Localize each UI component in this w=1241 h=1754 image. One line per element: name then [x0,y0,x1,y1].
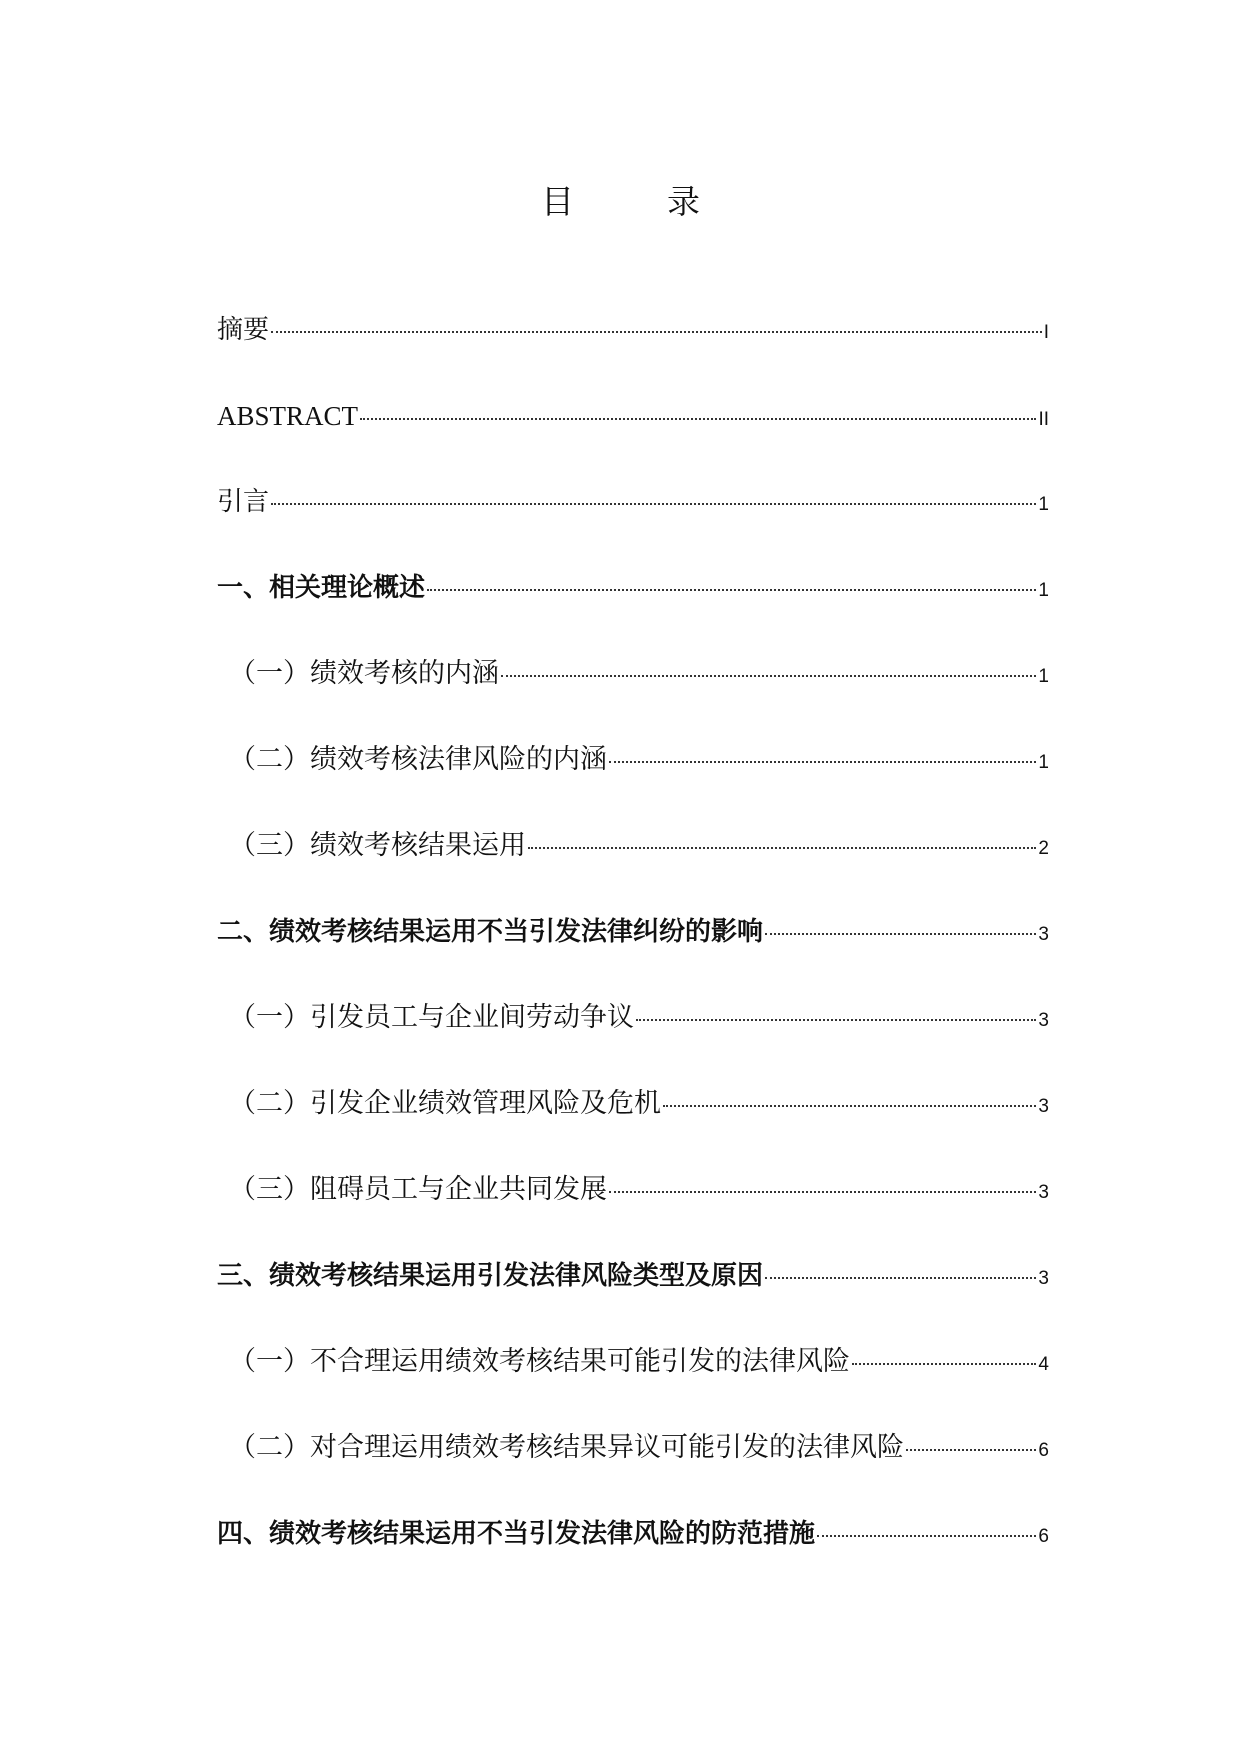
dot-leader [609,761,1036,763]
dot-leader [360,418,1036,420]
toc-entry-section-2-2[interactable] [217,1086,1049,1172]
toc-entry-label: （二）引发企业绩效管理风险及危机 [229,1088,661,1119]
toc-entry-label: 引言 [217,487,270,517]
toc-page-number: 3 [1038,924,1049,945]
toc-entry-label: （三）绩效考核结果运用 [229,830,526,861]
toc-page-number: 3 [1038,1268,1049,1289]
toc-page-number: 1 [1038,494,1049,515]
dot-leader [817,1535,1036,1537]
dot-leader [427,589,1036,591]
toc-entry-section-1-2[interactable] [217,742,1049,828]
toc-entry-label: 二、绩效考核结果运用不当引发法律纠纷的影响 [217,917,764,947]
toc-entry-abstract-en[interactable] [217,398,1049,484]
toc-page-number: 2 [1038,838,1049,859]
toc-entry-label: 三、绩效考核结果运用引发法律风险类型及原因 [217,1261,764,1291]
toc-page-number: I [1043,322,1049,343]
toc-entry-chapter-3[interactable] [217,1258,1049,1344]
dot-leader [906,1449,1036,1451]
page-title: 目 录 [541,182,730,222]
dot-leader [852,1363,1036,1365]
dot-leader [528,847,1036,849]
toc-entry-label: 四、绩效考核结果运用不当引发法律风险的防范措施 [217,1519,816,1549]
toc-entry-section-1-3[interactable] [217,828,1049,914]
toc-page-number: 6 [1038,1526,1049,1547]
toc-entry-section-3-1[interactable] [217,1344,1049,1430]
dot-leader [271,331,1042,333]
toc-entry-chapter-4[interactable] [217,1516,1049,1602]
toc-entry-label: 一、相关理论概述 [217,573,426,603]
toc-page-number: II [1038,409,1049,430]
toc-page-number: 4 [1038,1354,1049,1375]
dot-leader [636,1019,1036,1021]
dot-leader [765,933,1036,935]
toc-entry-section-1-1[interactable] [217,656,1049,742]
toc-entry-section-2-1[interactable] [217,1000,1049,1086]
toc-page-number: 3 [1038,1010,1049,1031]
toc-page-number: 3 [1038,1182,1049,1203]
dot-leader [501,675,1036,677]
toc-page-number: 1 [1038,752,1049,773]
toc-entry-label: ABSTRACT [217,401,359,431]
toc-entry-abstract-cn[interactable] [217,312,1049,398]
toc-entry-label: （二）对合理运用绩效考核结果异议可能引发的法律风险 [229,1432,904,1463]
toc-page-number: 1 [1038,666,1049,687]
toc-page-number: 1 [1038,580,1049,601]
toc-entry-chapter-1[interactable] [217,570,1049,656]
dot-leader [765,1277,1036,1279]
toc-entry-section-3-2[interactable] [217,1430,1049,1516]
toc-entry-label: （一）不合理运用绩效考核结果可能引发的法律风险 [229,1346,850,1377]
dot-leader [663,1105,1036,1107]
toc-page-number: 6 [1038,1440,1049,1461]
toc-entry-label: （一）绩效考核的内涵 [229,658,499,689]
toc-entry-chapter-2[interactable] [217,914,1049,1000]
toc-page-number: 3 [1038,1096,1049,1117]
toc-entry-label: （二）绩效考核法律风险的内涵 [229,744,607,775]
toc-entry-label: 摘要 [217,315,270,345]
toc-entry-introduction[interactable] [217,484,1049,570]
table-of-contents [217,312,1049,1602]
dot-leader [609,1191,1036,1193]
dot-leader [271,503,1036,505]
toc-entry-section-2-3[interactable] [217,1172,1049,1258]
toc-entry-label: （一）引发员工与企业间劳动争议 [229,1002,634,1033]
toc-entry-label: （三）阻碍员工与企业共同发展 [229,1174,607,1205]
